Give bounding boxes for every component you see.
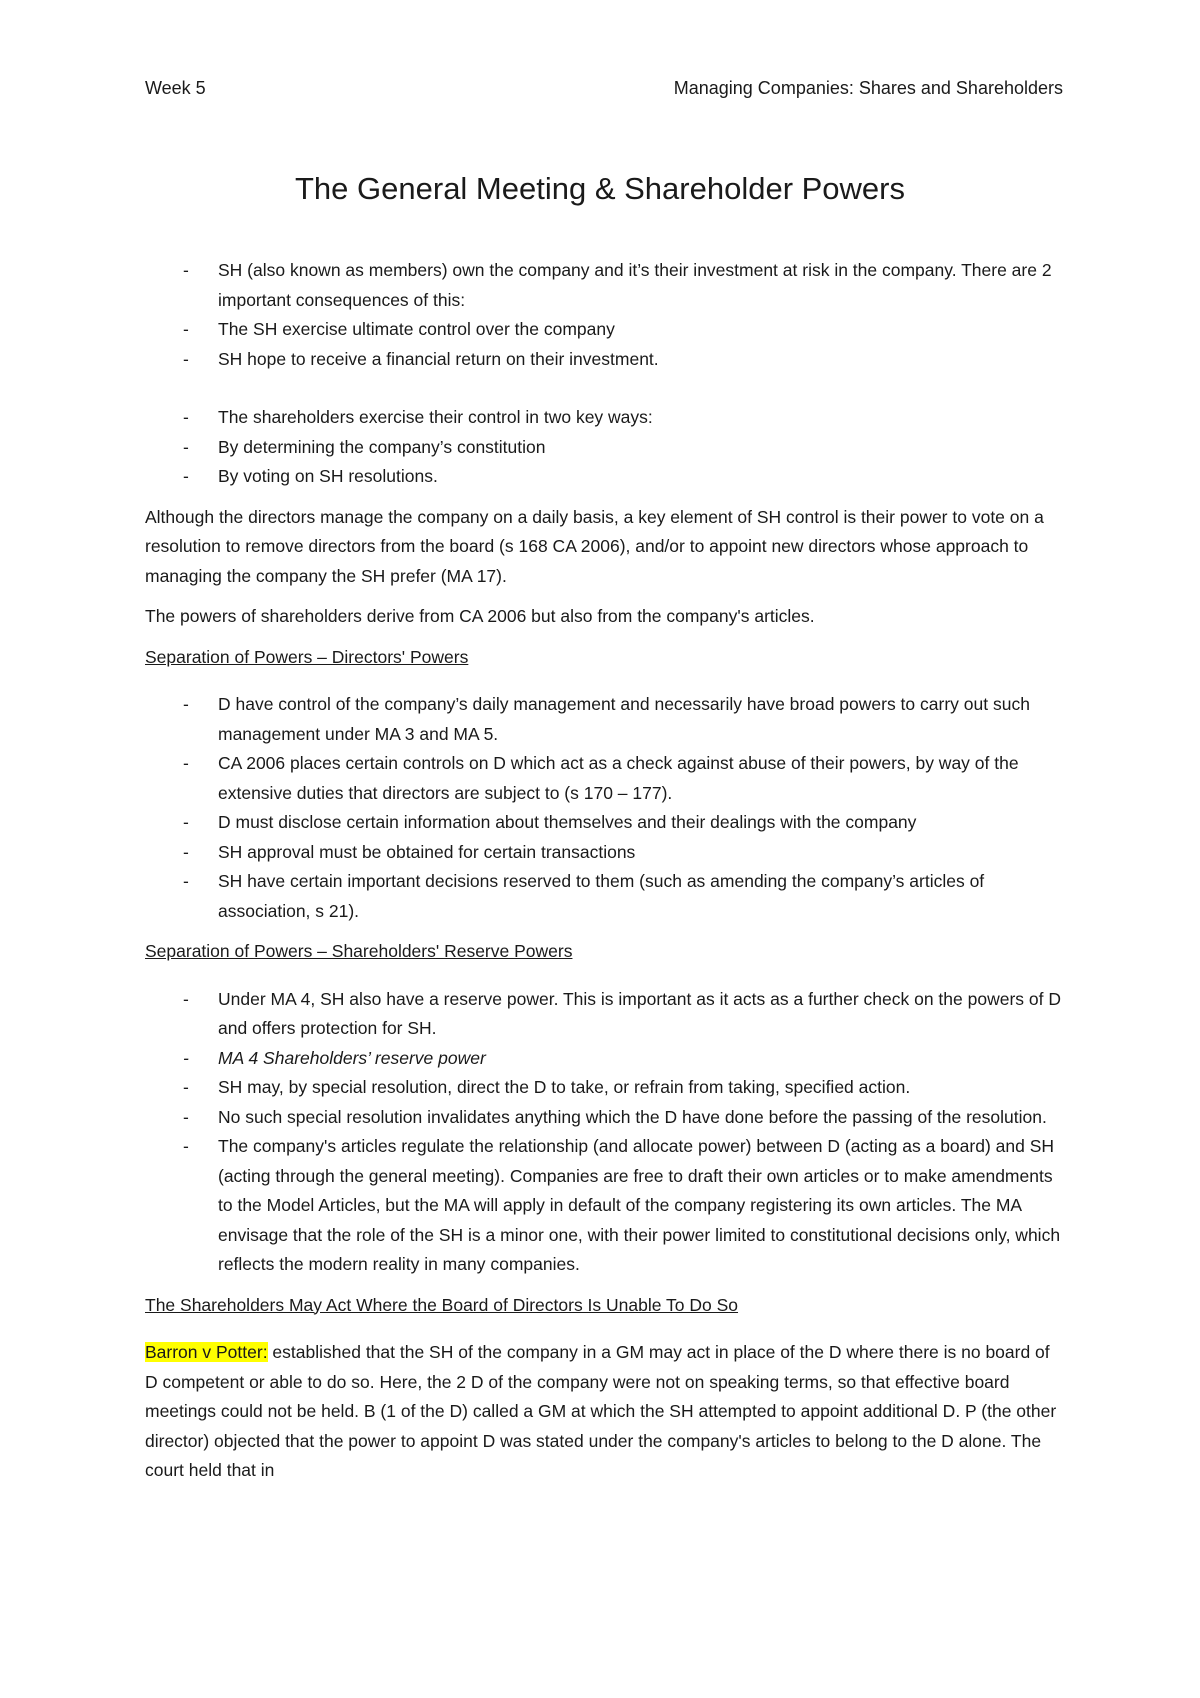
intro-list-2 bbox=[145, 403, 1065, 492]
list-item: - SH (also known as members) own the company and it’s their investment at risk in the company. There are 2 important consequences of this: bbox=[145, 256, 1065, 315]
list-item: - SH may, by special resolution, direct the D to take, or refrain from taking, specified action. bbox=[145, 1073, 1065, 1103]
list-item: - SH have certain important decisions reserved to them (such as amending the company’s articles of association, s 21). bbox=[145, 867, 1065, 926]
list-item-italic: - MA 4 Shareholders’ reserve power bbox=[145, 1044, 1065, 1074]
case-text: established that the SH of the company in a GM may act in place of the D where there is no board of D competent or able to do so. Here, the 2 D of the company were not on speaking terms, so that effective board meetings could not be held. B (1 of the D) called a GM at which the SH attempted to appoint additional D. P (the other director) objected that the power to appoint D was stated under the company's articles to belong to the D alone. The court held that in bbox=[145, 1342, 1057, 1480]
list-item: - D have control of the company’s daily management and necessarily have broad powers to carry out such management under MA 3 and MA 5. bbox=[145, 690, 1065, 749]
list-item: - D must disclose certain information about themselves and their dealings with the company bbox=[145, 808, 1065, 838]
section-heading-directors-powers: Separation of Powers – Directors' Powers bbox=[145, 646, 469, 667]
directors-powers-list bbox=[145, 690, 1065, 926]
case-paragraph bbox=[145, 1338, 1065, 1486]
reserve-powers-list bbox=[145, 985, 1065, 1280]
list-item: - SH hope to receive a financial return on their investment. bbox=[145, 345, 1065, 375]
document-title: The General Meeting & Shareholder Powers bbox=[295, 171, 905, 206]
list-item: - The SH exercise ultimate control over the company bbox=[145, 315, 1065, 345]
list-item: - The company's articles regulate the relationship (and allocate power) between D (acting as a board) and SH (acting through the general meeting). Companies are free to draft their own articles or to make amendments to the Model Articles, but the MA will apply in default of the company registering its own articles. The MA envisage that the role of the SH is a minor one, with their power limited to constitutional decisions only, which reflects the modern reality in many companies. bbox=[145, 1132, 1065, 1280]
list-item: - No such special resolution invalidates anything which the D have done before the passing of the resolution. bbox=[145, 1103, 1065, 1133]
section-heading-board-unable: The Shareholders May Act Where the Board of Directors Is Unable To Do So bbox=[145, 1294, 739, 1315]
list-item: - SH approval must be obtained for certain transactions bbox=[145, 838, 1065, 868]
document-body bbox=[145, 256, 1065, 1497]
section-heading-reserve-powers: Separation of Powers – Shareholders' Reserve Powers bbox=[145, 941, 573, 961]
header-topic: Managing Companies: Shares and Shareholders bbox=[673, 78, 1063, 98]
paragraph-directors-control: Although the directors manage the company on a daily basis, a key element of SH control is their power to vote on a resolution to remove directors from the board (s 168 CA 2006), and/or to appoint new directors whose approach to managing the company the SH prefer (MA 17). bbox=[145, 506, 1044, 586]
list-item: - The shareholders exercise their control in two key ways: bbox=[145, 403, 1065, 433]
list-item: - Under MA 4, SH also have a reserve power. This is important as it acts as a further check on the powers of D and offers protection for SH. bbox=[145, 985, 1065, 1044]
paragraph-powers-source: The powers of shareholders derive from CA 2006 but also from the company's articles. bbox=[145, 606, 815, 626]
list-item: - CA 2006 places certain controls on D which act as a check against abuse of their powers, by way of the extensive duties that directors are subject to (s 170 – 177). bbox=[145, 749, 1065, 808]
header-week: Week 5 bbox=[145, 78, 206, 98]
intro-list-1 bbox=[145, 256, 1065, 374]
list-item: - By voting on SH resolutions. bbox=[145, 462, 1065, 492]
case-name-highlight: Barron v Potter: bbox=[145, 1342, 268, 1362]
list-item: - By determining the company’s constitution bbox=[145, 433, 1065, 463]
